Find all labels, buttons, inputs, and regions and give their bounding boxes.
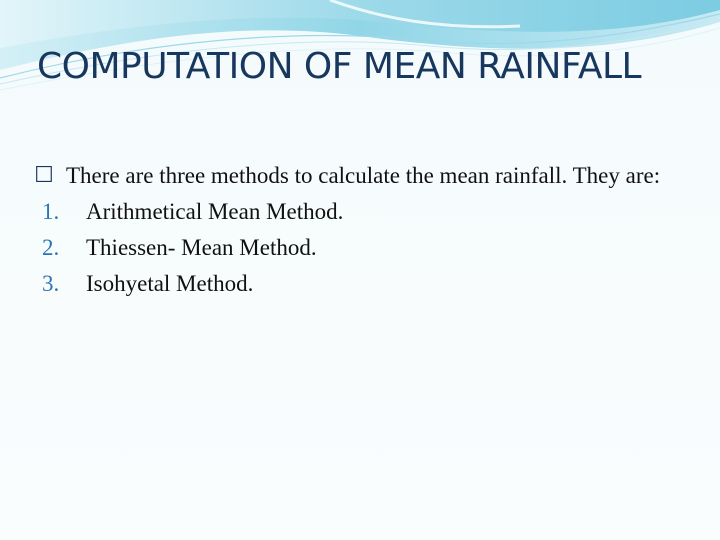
checkbox-bullet-icon: ☐	[34, 163, 54, 188]
list-item	[30, 194, 680, 230]
slide-title: COMPUTATION OF MEAN RAINFALL	[37, 46, 642, 87]
intro-paragraph	[30, 158, 680, 194]
list-item	[30, 266, 680, 302]
list-item-number: 1.	[42, 199, 60, 224]
intro-text: There are three methods to calculate the mean rainfall. They are:	[66, 163, 661, 188]
list-item-number: 3.	[42, 271, 60, 296]
list-item-label: Thiessen- Mean Method.	[86, 235, 317, 260]
list-item-label: Arithmetical Mean Method.	[86, 199, 344, 224]
slide-body	[30, 158, 680, 302]
methods-list	[30, 194, 680, 302]
list-item	[30, 230, 680, 266]
list-item-number: 2.	[42, 235, 60, 260]
list-item-label: Isohyetal Method.	[86, 271, 254, 296]
